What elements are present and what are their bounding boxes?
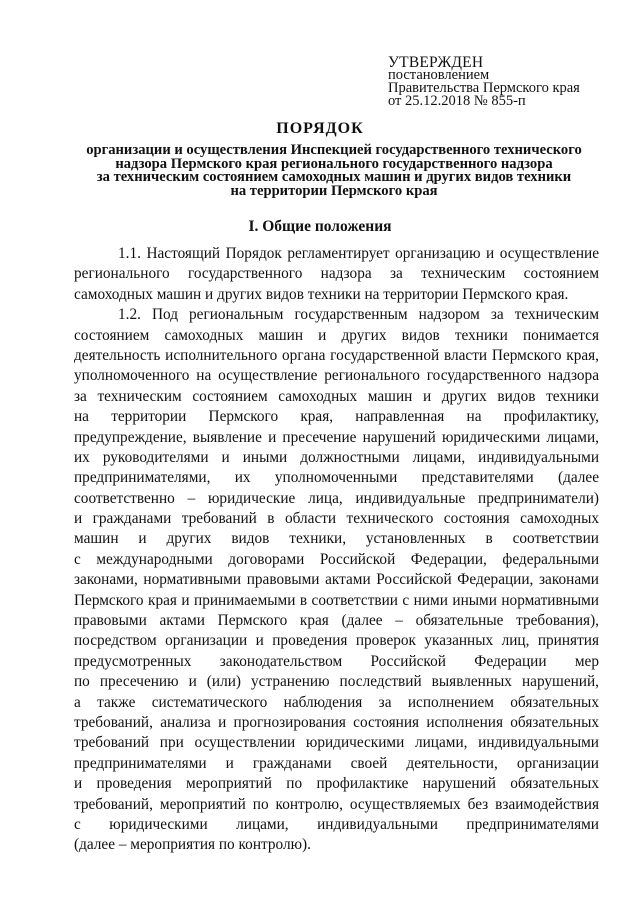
subtitle-line: организации и осуществления Инспекцией государственного технического bbox=[86, 142, 582, 158]
text-line: предпринимателями и гражданами своей деятельности, организации bbox=[74, 754, 599, 772]
text-line: за техническим состоянием самоходных машин и других видов техники bbox=[74, 387, 599, 405]
text-line: регионального государственного надзора за техническим состоянием bbox=[74, 265, 599, 283]
text-line: а также систематического наблюдения за исполнением обязательных bbox=[74, 693, 599, 711]
text-line: (далее – мероприятия по контролю). bbox=[74, 836, 311, 854]
text-line: требований при осуществлении юридическими лицами, индивидуальными bbox=[74, 734, 599, 752]
text-line: предусмотренных законодательством Российской Федерации мер bbox=[74, 652, 599, 670]
text-line: посредством организации и проведения проверок указанных лиц, принятия bbox=[74, 632, 599, 650]
section-heading: I. Общие положения bbox=[248, 218, 392, 235]
text-line: требований, мероприятий по контролю, осуществляемых без взаимодействия bbox=[74, 795, 599, 813]
approval-line-2: Правительства Пермского края bbox=[388, 80, 580, 96]
text-line: 1.1. Настоящий Порядок регламентирует организацию и осуществление bbox=[118, 245, 599, 262]
subtitle-line: надзора Пермского края регионального государственного надзора bbox=[115, 155, 553, 172]
text-line: 1.2. Под региональным государственным надзором за техническим bbox=[118, 306, 599, 324]
text-line: Пермского края и принимаемыми в соответствии с ними иными нормативными bbox=[74, 591, 599, 609]
text-line: правовыми актами Пермского края (далее – обязательные требования), bbox=[74, 612, 599, 630]
document-subtitle bbox=[60, 144, 608, 198]
text-line: с юридическими лицами, индивидуальными предпринимателями bbox=[74, 815, 599, 833]
text-line: уполномоченного на осуществление регионального государственного надзора bbox=[74, 367, 599, 385]
approval-heading: УТВЕРЖДЕН bbox=[388, 54, 484, 71]
text-line: по пресечению и (или) устранению последствий выявленных нарушений, bbox=[74, 673, 599, 691]
paragraph-1-2 bbox=[74, 305, 599, 856]
text-line: машин и других видов техники, установленных в соответствии bbox=[74, 530, 599, 548]
document-body bbox=[74, 244, 599, 856]
text-line: состоянием самоходных машин и других видов техники понимается bbox=[74, 326, 599, 344]
text-line: самоходных машин и других видов техники на территории Пермского края. bbox=[74, 285, 569, 303]
text-line: и проведения мероприятий по профилактике нарушений обязательных bbox=[74, 775, 599, 793]
paragraph-1-1 bbox=[74, 244, 599, 305]
text-line: предпринимателями, их уполномоченными представителями (далее bbox=[74, 469, 599, 487]
subtitle-line: за техническим состоянием самоходных машин и других видов техники bbox=[96, 169, 572, 185]
text-line: предупреждение, выявление и пресечение нарушений юридическими лицами, bbox=[74, 428, 599, 446]
text-line: их руководителями и иными должностными лицами, индивидуальными bbox=[74, 448, 599, 466]
approval-line-3: от 25.12.2018 № 855-п bbox=[388, 93, 526, 109]
document-title: ПОРЯДОК bbox=[276, 120, 364, 137]
approval-line-1: постановлением bbox=[388, 67, 490, 83]
subtitle-line: на территории Пермского края bbox=[230, 182, 438, 199]
approval-stamp bbox=[388, 56, 628, 108]
text-line: деятельность исполнительного органа государственной власти Пермского края, bbox=[74, 346, 599, 364]
text-line: требований, анализа и прогнозирования состояния исполнения обязательных bbox=[74, 713, 599, 731]
text-line: на территории Пермского края, направленная на профилактику, bbox=[74, 408, 599, 426]
text-line: и гражданами требований в области технического состояния самоходных bbox=[74, 510, 599, 528]
text-line: соответственно – юридические лица, индивидуальные предприниматели) bbox=[74, 489, 599, 507]
text-line: с международными договорами Российской Федерации, федеральными bbox=[74, 550, 599, 568]
text-line: законами, нормативными правовыми актами Российской Федерации, законами bbox=[74, 571, 599, 589]
